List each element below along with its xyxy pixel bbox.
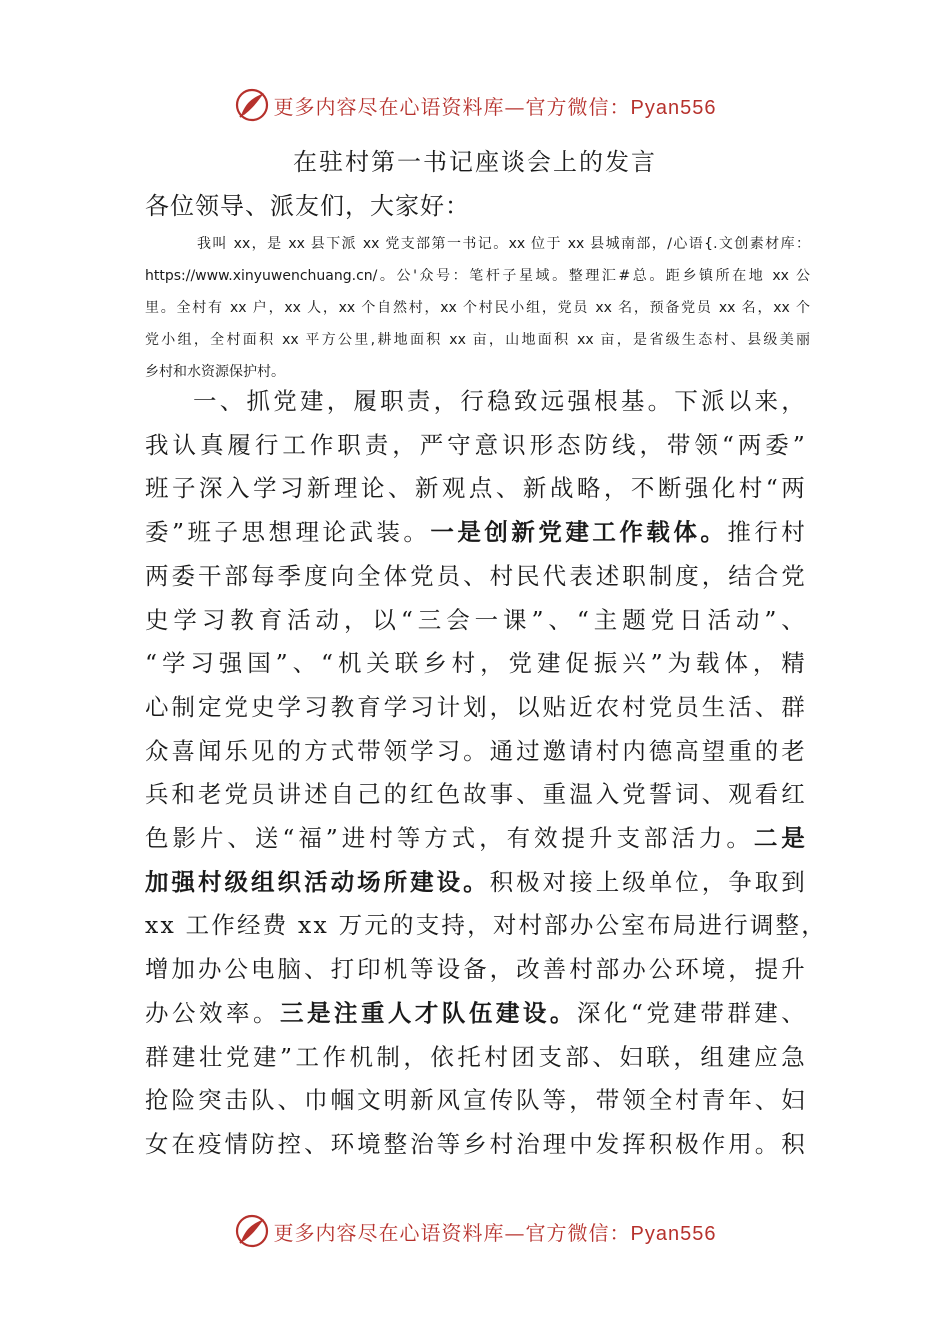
- intro-line: 我叫 xx，是 xx 县下派 xx 党支部第一书记。xx 位于 xx 县城南部，/心语{.文创素材库：: [197, 236, 810, 252]
- intro-line: https://www.xinyuwenchuang.cn/。公'众号：笔杆子星域。整理汇#总。距乡镇所在地 xx 公: [145, 268, 810, 284]
- body-line: [145, 817, 807, 861]
- bold-heading-1: 一是创新党建工作载体。: [430, 518, 728, 547]
- pen-logo-icon: [234, 1213, 270, 1249]
- body-line: 史学习教育活动，以“三会一课”、“主题党日活动”、: [145, 605, 807, 634]
- body-line: 群建壮党建”工作机制，依托村团支部、妇联，组建应急: [145, 1042, 807, 1071]
- pen-logo-icon: [234, 87, 270, 123]
- bold-heading-2-end: 加强村级组织活动场所建设。: [145, 867, 490, 896]
- body-line: [145, 861, 807, 905]
- document-title: 在驻村第一书记座谈会上的发言: [293, 148, 657, 176]
- intro-paragraph: [145, 228, 810, 388]
- body-text: 色影片、送“福”进村等方式，有效提升支部活力。: [145, 824, 754, 853]
- greeting: 各位领导、派友们，大家好：: [145, 192, 470, 220]
- intro-line: 里。全村有 xx 户，xx 人，xx 个自然村，xx 个村民小组，党员 xx 名，预备党员 xx 名，xx 个: [145, 300, 810, 316]
- footer-banner: [0, 1206, 950, 1256]
- body-text: 深化“党建带群建、: [576, 998, 807, 1027]
- body-line: “学习强国”、“机关联乡村，党建促振兴”为载体，精: [145, 649, 807, 678]
- body-line: 抢险突击队、巾帼文明新风宣传队等，带领全村青年、妇: [145, 1086, 807, 1115]
- intro-line: 党小组，全村面积 xx 平方公里,耕地面积 xx 亩，山地面积 xx 亩，是省级生态村、县级美丽: [145, 332, 810, 348]
- body-line: [145, 992, 807, 1036]
- bold-heading-2-start: 二是: [753, 824, 807, 853]
- body-line: 班子深入学习新理论、新观点、新战略，不断强化村“两: [145, 474, 807, 503]
- body-line: 女在疫情防控、环境整治等乡村治理中发挥积极作用。积: [145, 1129, 807, 1158]
- banner-wechat-id: Pyan556: [630, 96, 717, 119]
- body-line: 我认真履行工作职责，严守意识形态防线，带领“两委”: [145, 430, 807, 459]
- header-banner: [0, 80, 950, 130]
- bold-heading-3: 三是注重人才队伍建设。: [279, 998, 577, 1027]
- banner-wechat-id: Pyan556: [630, 1222, 717, 1245]
- body-line: 众喜闻乐见的方式带领学习。通过邀请村内德高望重的老: [145, 736, 807, 765]
- banner-slogan: 更多内容尽在心语资料库—官方微信：: [273, 1220, 631, 1245]
- body-text: 推行村: [727, 518, 808, 547]
- body-text: 委”班子思想理论武装。: [145, 518, 431, 547]
- body-line: [145, 511, 807, 555]
- section-one-paragraph: [145, 380, 827, 1167]
- body-text: 办公效率。: [145, 998, 280, 1027]
- body-line: 一、抓党建，履职责，行稳致远强根基。下派以来，: [193, 387, 807, 415]
- body-line: 兵和老党员讲述自己的红色故事、重温入党誓词、观看红: [145, 780, 807, 809]
- body-line: xx 工作经费 xx 万元的支持，对村部办公室布局进行调整，: [145, 911, 827, 940]
- intro-line: 乡村和水资源保护村。: [145, 364, 285, 380]
- body-line: 心制定党史学习教育学习计划，以贴近农村党员生活、群: [145, 692, 807, 721]
- body-line: 两委干部每季度向全体党员、村民代表述职制度，结合党: [145, 561, 807, 590]
- body-text: 积极对接上级单位，争取到: [489, 867, 807, 896]
- banner-slogan: 更多内容尽在心语资料库—官方微信：: [273, 94, 631, 119]
- body-line: 增加办公电脑、打印机等设备，改善村部办公环境，提升: [145, 955, 807, 984]
